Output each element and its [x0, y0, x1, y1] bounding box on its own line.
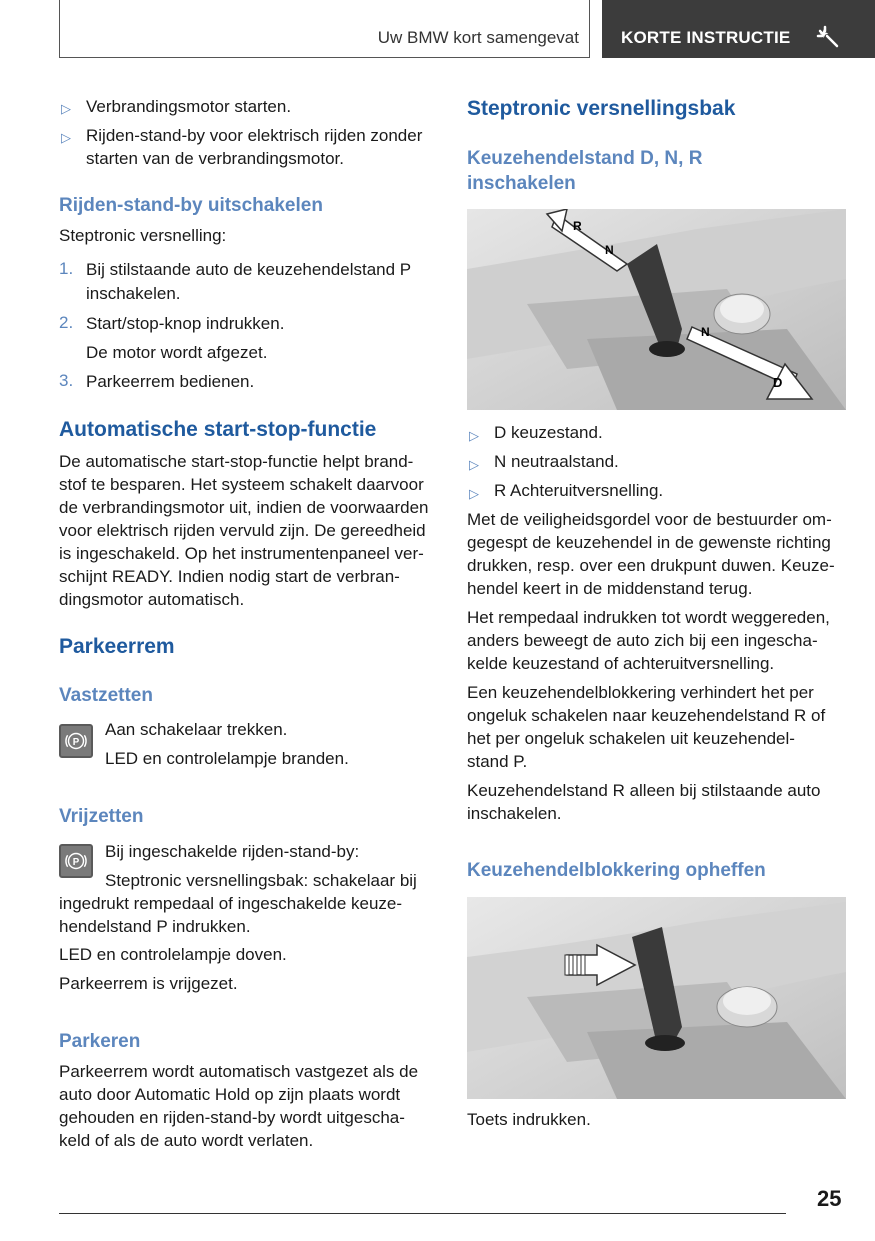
paragraph: Steptronic versnelling:	[59, 226, 227, 245]
text-line: dingsmotor automatisch.	[59, 590, 245, 609]
heading-selector-dnr-cont: inschakelen	[467, 173, 576, 194]
list-item: Verbrandingsmotor starten.	[86, 97, 292, 116]
heading-set-brake: Vastzetten	[59, 685, 153, 706]
text-line: Steptronic versnellingsbak: schakelaar bij	[105, 871, 417, 890]
svg-text:P: P	[72, 856, 80, 868]
gear-label-n: N	[701, 325, 710, 339]
text-line: keld of als de auto wordt verlaten.	[59, 1131, 314, 1150]
list-item: R Achteruitversnelling.	[494, 481, 664, 500]
heading-parking-brake: Parkeerrem	[59, 635, 175, 658]
footer-divider	[59, 1213, 786, 1214]
bullet-icon: ▷	[469, 457, 479, 472]
text-line: hendelstand P indrukken.	[59, 917, 251, 936]
parking-brake-icon	[59, 724, 93, 758]
text-line: Bij ingeschakelde rijden-stand-by:	[105, 842, 360, 861]
list-item: N neutraalstand.	[494, 452, 619, 471]
svg-text:P: P	[72, 736, 80, 748]
gear-selector-illustration	[467, 209, 846, 410]
bullet-icon: ▷	[469, 486, 479, 501]
text-line: ingedrukt rempedaal of ingeschakelde keuze-	[59, 894, 403, 913]
bullet-icon: ▷	[469, 428, 479, 443]
text-line: ongeluk schakelen naar keuzehendelstand R of	[467, 706, 826, 725]
text-line: Parkeerrem wordt automatisch vastgezet als de	[59, 1062, 419, 1081]
selector-lock-illustration	[467, 897, 846, 1099]
text-line: inschakelen.	[467, 804, 562, 823]
step-text: Start/stop-knop indrukken.	[86, 314, 285, 333]
step-number: 1.	[59, 259, 74, 278]
gear-label-d: D	[773, 375, 783, 390]
heading-steptronic: Steptronic versnellingsbak	[467, 97, 736, 120]
gear-label-n: N	[605, 243, 614, 257]
text-line: LED en controlelampje doven.	[59, 945, 287, 964]
image-caption: Toets indrukken.	[467, 1110, 591, 1129]
text-line: stand P.	[467, 752, 528, 771]
text-line: Een keuzehendelblokkering verhindert het per	[467, 683, 814, 702]
text-line: de verbrandingsmotor uit, indien de voorwaarden	[59, 498, 429, 517]
heading-lock-release: Keuzehendelblokkering opheffen	[467, 860, 766, 881]
heading-standby-off: Rijden-stand-by uitschakelen	[59, 195, 323, 216]
list-item-continuation: starten van de verbrandingsmotor.	[86, 149, 344, 168]
text-line: hendel keert in de middenstand terug.	[467, 579, 753, 598]
text-line: De automatische start-stop-functie helpt brand-	[59, 452, 414, 471]
text-line: Aan schakelaar trekken.	[105, 720, 288, 739]
text-line: anders beweegt de auto zich bij een ingescha-	[467, 631, 818, 650]
section-title: Uw BMW kort samengevat	[377, 28, 579, 47]
text-line: Parkeerrem is vrijgezet.	[59, 974, 238, 993]
chapter-tab	[602, 0, 875, 58]
text-line: gegespt de keuzehendel in de gewenste richting	[467, 533, 831, 552]
heading-selector-dnr: Keuzehendelstand D, N, R	[467, 148, 703, 169]
step-number: 2.	[59, 313, 74, 332]
parking-brake-icon	[59, 844, 93, 878]
text-line: drukken, resp. over een drukpunt duwen. Keuze-	[467, 556, 835, 575]
heading-auto-start-stop: Automatische start-stop-functie	[59, 418, 377, 441]
step-text: Parkeerrem bedienen.	[86, 372, 255, 391]
chapter-tab-label: KORTE INSTRUCTIE	[621, 28, 791, 47]
text-line: is ingeschakeld. Op het instrumentenpaneel ver-	[59, 544, 424, 563]
text-line: stof te besparen. Het systeem schakelt daarvoor	[59, 475, 424, 494]
page-number: 25	[817, 1186, 842, 1211]
text-line: LED en controlelampje branden.	[105, 749, 349, 768]
text-line: voor elektrisch rijden vervuld zijn. De gereedheid	[59, 521, 426, 540]
bullet-icon: ▷	[61, 130, 71, 145]
step-number: 3.	[59, 371, 74, 390]
heading-release-brake: Vrijzetten	[59, 806, 144, 827]
magic-wand-icon	[816, 25, 840, 49]
text-line: gehouden en rijden-stand-by wordt uitgescha-	[59, 1108, 405, 1127]
step-text: Bij stilstaande auto de keuzehendelstand P	[86, 260, 412, 279]
heading-parking: Parkeren	[59, 1031, 141, 1052]
text-line: Het rempedaal indrukken tot wordt weggereden,	[467, 608, 830, 627]
text-line: het per ongeluk schakelen uit keuzehendel-	[467, 729, 795, 748]
list-item: Rijden-stand-by voor elektrisch rijden zonder	[86, 126, 423, 145]
list-item: D keuzestand.	[494, 423, 603, 442]
text-line: auto door Automatic Hold op zijn plaats wordt	[59, 1085, 401, 1104]
text-line: Keuzehendelstand R alleen bij stilstaande auto	[467, 781, 821, 800]
header-frame	[59, 0, 590, 58]
gear-label-r: R	[573, 219, 582, 233]
step-text: inschakelen.	[86, 284, 181, 303]
bullet-icon: ▷	[61, 101, 71, 116]
text-line: Met de veiligheidsgordel voor de bestuurder om-	[467, 510, 832, 529]
text-line: schijnt READY. Indien nodig start de verbran-	[59, 567, 400, 586]
step-text: De motor wordt afgezet.	[86, 343, 268, 362]
text-line: kelde keuzestand of achteruitversnelling.	[467, 654, 775, 673]
